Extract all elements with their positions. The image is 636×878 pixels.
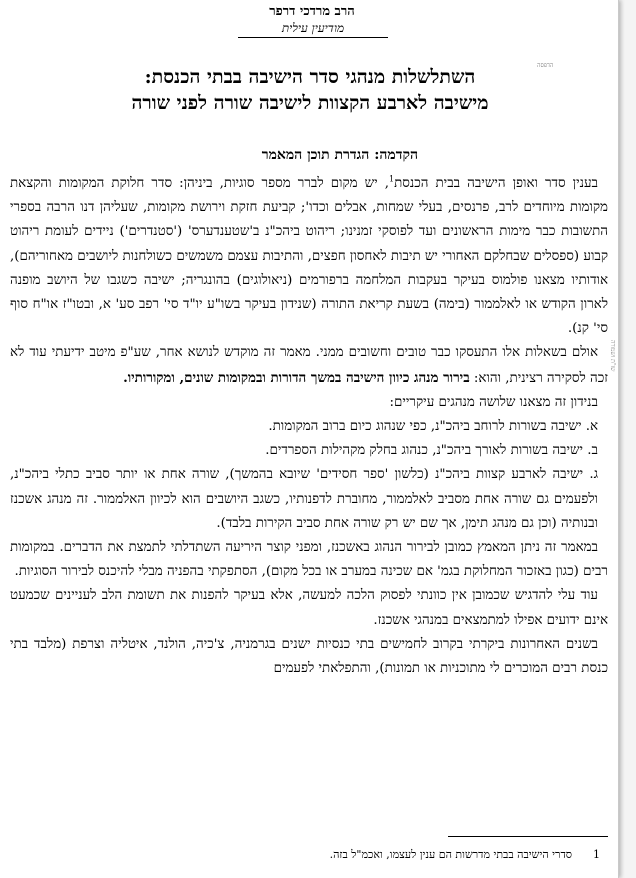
article-title-line-2: מישיבה לארבע הקצוות לישיבה שורה לפני שורה	[131, 92, 489, 114]
footnote-text: סדרי הישיבה בבתי מדרשות הם ענין לעצמו, ואכמ"ל בזה.	[329, 848, 572, 861]
paragraph-2	[10, 341, 608, 390]
author-name: הרב מרדכי דרפר	[269, 4, 355, 19]
footnote-divider	[448, 836, 608, 837]
paragraph-4: במאמר זה ניתן המאמץ כמובן לבירור הנהוג באשכנז, ומפני קוצר היריעה השתדלתי לתמצת את הדברים. במקומות רבים (כגון באזכור המחלוקת בגמ' אם שכינה במערב או בכל מקום), הסתפקתי בהפניה מבלי להיכנס לבירור הסוגיות.	[10, 540, 608, 580]
section-heading: הקדמה: הגדרת תוכן המאמר	[261, 147, 418, 163]
list-item-a: א. ישיבה בשורות לרוחב ביהכ"נ, כפי שנהוג כיום ברוב המקומות.	[268, 419, 598, 435]
paragraph-1-rest: , יש מקום לברר מספר סוגיות, ביניהן: סדר חלוקת המקומות והקצאת מקומות מיוחדים לרב, פרנסים, בעלי שמחות, אבלים וכדו'; קביעת חזקת וירושת מקומות, שעליהן דנו הרבה בספרי התשובות כבר מימות הראשונים ועד לפוסקי זמנינו; ריהוט ביהכ"נ ב'שטענדערס' ('סטנדרים') ניידים לעומת ריהוט קבוע (ספסלים שבחלקם האחורי יש תיבות לאחסון חפצים, והתיבות עצמם משמשים כשולחנות ליושבים מאחוריהם), אודותיו מצאנו פולמוס בעיקר בעקבות המלחמה ברפורמים (ניאולוגים) בהונגריה; ישיבה כשגבו של היושב מופנה לארון הקודש או לאלממור (בימה) בשעת קריאת התורה (שנידון בעיקר בשו"ע יו"ד סי' רפב סע' א, ובטו"ז או"ח סוף סי' קנ).	[10, 176, 608, 337]
footnote-ref: 1	[388, 174, 395, 184]
paragraph-3: בנידון זה מצאנו שלושה מנהגים עיקריים:	[389, 394, 598, 410]
margin-note: שו"ת ושמורה	[609, 340, 616, 372]
paragraph-2-text: אולם בשאלות אלו התעסקו כבר טובים וחשובים ממני. מאמר זה מוקדש לנושא אחר, שע"פ מיטב ידיעתי עוד לא זכה לסקירה רצינית, והוא:	[10, 345, 608, 386]
paragraph-5: עוד עלי להדגיש שכמובן אין כוונתי לפסוק הלכה למעשה, אלא בעיקר להפנות את תשומת הלב לעניינים שכמעט אינם ידועים אפילו למתמצאים במנהגי אשכנז.	[10, 588, 608, 628]
footnote-number: 1	[593, 848, 600, 861]
author-location: מודיעין עילית	[238, 21, 388, 38]
paragraph-6: בשנים האחרונות ביקרתי בקרוב לחמישים בתי כנסיות ישנים בגרמניה, צ'כיה, הולנד, איטליה וצרפת (מלבד בתי כנסת רבים המוכרים לי מתוכניות או תמונות), והתפלאתי לפעמים	[10, 636, 608, 677]
list-item-b: ב. ישיבה בשורות לאורך ביהכ"נ, כנהוג בחלק מקהילות הספרדים.	[265, 443, 598, 459]
print-stamp: הדפסה	[537, 62, 554, 69]
paragraph-1	[10, 172, 608, 341]
paragraph-1-start: בענין סדר ואופן הישיבה בבית הכנסת	[394, 176, 598, 191]
article-title-line-1: השתלשלות מנהגי סדר הישיבה בבתי הכנסת:	[144, 66, 476, 88]
list-item-c: ג. ישיבה לארבע קצוות ביהכ"נ (כלשון 'ספר חסידים' שיובא בהמשך), שורה אחת או יותר סביב כתלי ביהכ"נ, ולפעמים גם שורה אחת מסביב לאלממור, מחוברת לדפנותיו, כשגב היושבים הוא לכיוון האלממור. זה מנהג אשכנז ובנותיה (וכן גם מנהג תימן, אך שם יש רק שורה אחת סביב הקירות בלבד).	[10, 467, 598, 531]
paragraph-2-bold: בירור מנהג כיוון הישיבה במשך הדורות ובמקומות שונים, ומקורותיו.	[123, 369, 470, 386]
article-body	[10, 172, 608, 681]
page-header	[0, 0, 618, 40]
